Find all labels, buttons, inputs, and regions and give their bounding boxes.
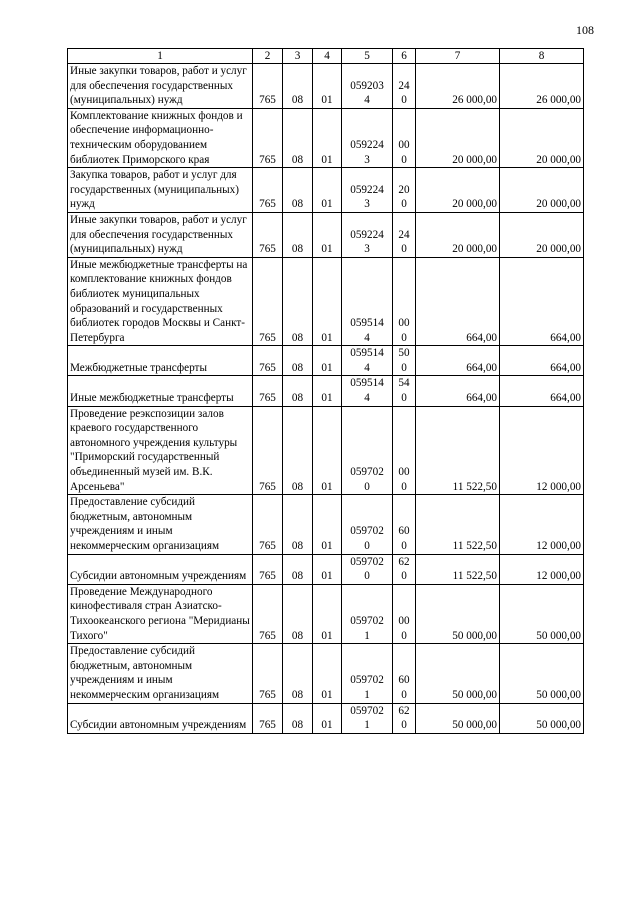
code-cell: 059514 4 <box>342 257 393 346</box>
code-cell: 765 <box>253 584 283 643</box>
row-name-cell: Комплектование книжных фондов и обеспечение информационно-техническим оборудованием библиотек Приморского края <box>68 108 253 167</box>
code-cell: 24 0 <box>393 212 416 257</box>
amount-cell: 664,00 <box>500 257 584 346</box>
code-cell: 08 <box>283 257 313 346</box>
amount-cell: 11 522,50 <box>416 406 500 495</box>
amount-cell: 664,00 <box>416 257 500 346</box>
row-name-cell: Предоставление субсидий бюджетным, автономным учреждениям и иным некоммерческим организациям <box>68 644 253 703</box>
table-row <box>68 584 584 643</box>
code-cell: 08 <box>283 644 313 703</box>
row-name-cell: Межбюджетные трансферты <box>68 346 253 376</box>
code-cell: 059702 1 <box>342 584 393 643</box>
code-cell: 765 <box>253 257 283 346</box>
amount-cell: 11 522,50 <box>416 554 500 584</box>
row-name-cell: Иные межбюджетные трансферты <box>68 376 253 406</box>
amount-cell: 50 000,00 <box>416 584 500 643</box>
code-cell: 08 <box>283 406 313 495</box>
code-cell: 01 <box>313 554 342 584</box>
row-name-cell: Иные межбюджетные трансферты на комплектование книжных фондов библиотек муниципальных образований и государственных библиотек городов Москвы и Санкт-Петербурга <box>68 257 253 346</box>
row-name-cell: Субсидии автономным учреждениям <box>68 554 253 584</box>
table-row <box>68 168 584 213</box>
code-cell: 00 0 <box>393 406 416 495</box>
amount-cell: 20 000,00 <box>500 212 584 257</box>
code-cell: 08 <box>283 64 313 109</box>
amount-cell: 664,00 <box>416 346 500 376</box>
row-name-cell: Предоставление субсидий бюджетным, автономным учреждениям и иным некоммерческим организациям <box>68 495 253 554</box>
table-row <box>68 644 584 703</box>
code-cell: 765 <box>253 554 283 584</box>
code-cell: 765 <box>253 64 283 109</box>
table-row <box>68 257 584 346</box>
code-cell: 01 <box>313 257 342 346</box>
code-cell: 62 0 <box>393 703 416 733</box>
row-name-cell: Иные закупки товаров, работ и услуг для обеспечения государственных (муниципальных) нужд <box>68 64 253 109</box>
amount-cell: 50 000,00 <box>416 703 500 733</box>
code-cell: 765 <box>253 376 283 406</box>
table-row <box>68 108 584 167</box>
code-cell: 01 <box>313 376 342 406</box>
amount-cell: 26 000,00 <box>416 64 500 109</box>
code-cell: 01 <box>313 703 342 733</box>
table-row <box>68 346 584 376</box>
amount-cell: 11 522,50 <box>416 495 500 554</box>
amount-cell: 20 000,00 <box>500 108 584 167</box>
code-cell: 059702 0 <box>342 554 393 584</box>
row-name-cell: Закупка товаров, работ и услуг для государственных (муниципальных) нужд <box>68 168 253 213</box>
code-cell: 765 <box>253 108 283 167</box>
amount-cell: 20 000,00 <box>500 168 584 213</box>
amount-cell: 12 000,00 <box>500 495 584 554</box>
table-row <box>68 212 584 257</box>
amount-cell: 12 000,00 <box>500 406 584 495</box>
code-cell: 08 <box>283 212 313 257</box>
header-cell: 1 <box>68 49 253 64</box>
code-cell: 01 <box>313 584 342 643</box>
table-row <box>68 554 584 584</box>
row-name-cell: Иные закупки товаров, работ и услуг для обеспечения государственных (муниципальных) нужд <box>68 212 253 257</box>
code-cell: 54 0 <box>393 376 416 406</box>
code-cell: 01 <box>313 495 342 554</box>
amount-cell: 664,00 <box>500 376 584 406</box>
header-cell: 3 <box>283 49 313 64</box>
code-cell: 62 0 <box>393 554 416 584</box>
code-cell: 08 <box>283 108 313 167</box>
code-cell: 01 <box>313 108 342 167</box>
code-cell: 60 0 <box>393 644 416 703</box>
code-cell: 765 <box>253 168 283 213</box>
code-cell: 01 <box>313 644 342 703</box>
table-body <box>68 64 584 734</box>
code-cell: 01 <box>313 168 342 213</box>
table-row <box>68 703 584 733</box>
code-cell: 059203 4 <box>342 64 393 109</box>
amount-cell: 50 000,00 <box>500 644 584 703</box>
code-cell: 60 0 <box>393 495 416 554</box>
amount-cell: 664,00 <box>416 376 500 406</box>
header-cell: 2 <box>253 49 283 64</box>
code-cell: 059514 4 <box>342 346 393 376</box>
code-cell: 01 <box>313 64 342 109</box>
code-cell: 08 <box>283 703 313 733</box>
row-name-cell: Субсидии автономным учреждениям <box>68 703 253 733</box>
amount-cell: 26 000,00 <box>500 64 584 109</box>
code-cell: 08 <box>283 376 313 406</box>
code-cell: 059224 3 <box>342 108 393 167</box>
code-cell: 00 0 <box>393 584 416 643</box>
amount-cell: 664,00 <box>500 346 584 376</box>
table-row <box>68 495 584 554</box>
code-cell: 059702 0 <box>342 406 393 495</box>
header-cell: 5 <box>342 49 393 64</box>
code-cell: 059702 1 <box>342 644 393 703</box>
budget-table <box>67 48 584 734</box>
code-cell: 01 <box>313 346 342 376</box>
page-number: 108 <box>576 23 594 37</box>
code-cell: 059224 3 <box>342 168 393 213</box>
code-cell: 765 <box>253 212 283 257</box>
code-cell: 01 <box>313 406 342 495</box>
code-cell: 059514 4 <box>342 376 393 406</box>
header-row <box>68 49 584 64</box>
amount-cell: 50 000,00 <box>500 703 584 733</box>
row-name-cell: Проведение реэкспозиции залов краевого государственного автономного учреждения культуры "Приморский государственный объединенный музей им. В.К. Арсеньева" <box>68 406 253 495</box>
code-cell: 20 0 <box>393 168 416 213</box>
code-cell: 00 0 <box>393 108 416 167</box>
amount-cell: 20 000,00 <box>416 212 500 257</box>
code-cell: 765 <box>253 346 283 376</box>
code-cell: 00 0 <box>393 257 416 346</box>
code-cell: 08 <box>283 554 313 584</box>
header-cell: 8 <box>500 49 584 64</box>
amount-cell: 50 000,00 <box>500 584 584 643</box>
header-cell: 4 <box>313 49 342 64</box>
table-row <box>68 64 584 109</box>
code-cell: 765 <box>253 703 283 733</box>
code-cell: 08 <box>283 584 313 643</box>
header-cell: 7 <box>416 49 500 64</box>
header-cell: 6 <box>393 49 416 64</box>
row-name-cell: Проведение Международного кинофестиваля стран Азиатско-Тихоокеанского региона "Меридианы Тихого" <box>68 584 253 643</box>
code-cell: 24 0 <box>393 64 416 109</box>
amount-cell: 20 000,00 <box>416 108 500 167</box>
amount-cell: 50 000,00 <box>416 644 500 703</box>
table-row <box>68 406 584 495</box>
amount-cell: 20 000,00 <box>416 168 500 213</box>
code-cell: 08 <box>283 168 313 213</box>
code-cell: 765 <box>253 495 283 554</box>
amount-cell: 12 000,00 <box>500 554 584 584</box>
code-cell: 765 <box>253 406 283 495</box>
code-cell: 01 <box>313 212 342 257</box>
code-cell: 08 <box>283 346 313 376</box>
code-cell: 50 0 <box>393 346 416 376</box>
code-cell: 08 <box>283 495 313 554</box>
code-cell: 059224 3 <box>342 212 393 257</box>
code-cell: 059702 1 <box>342 703 393 733</box>
code-cell: 765 <box>253 644 283 703</box>
table-row <box>68 376 584 406</box>
code-cell: 059702 0 <box>342 495 393 554</box>
